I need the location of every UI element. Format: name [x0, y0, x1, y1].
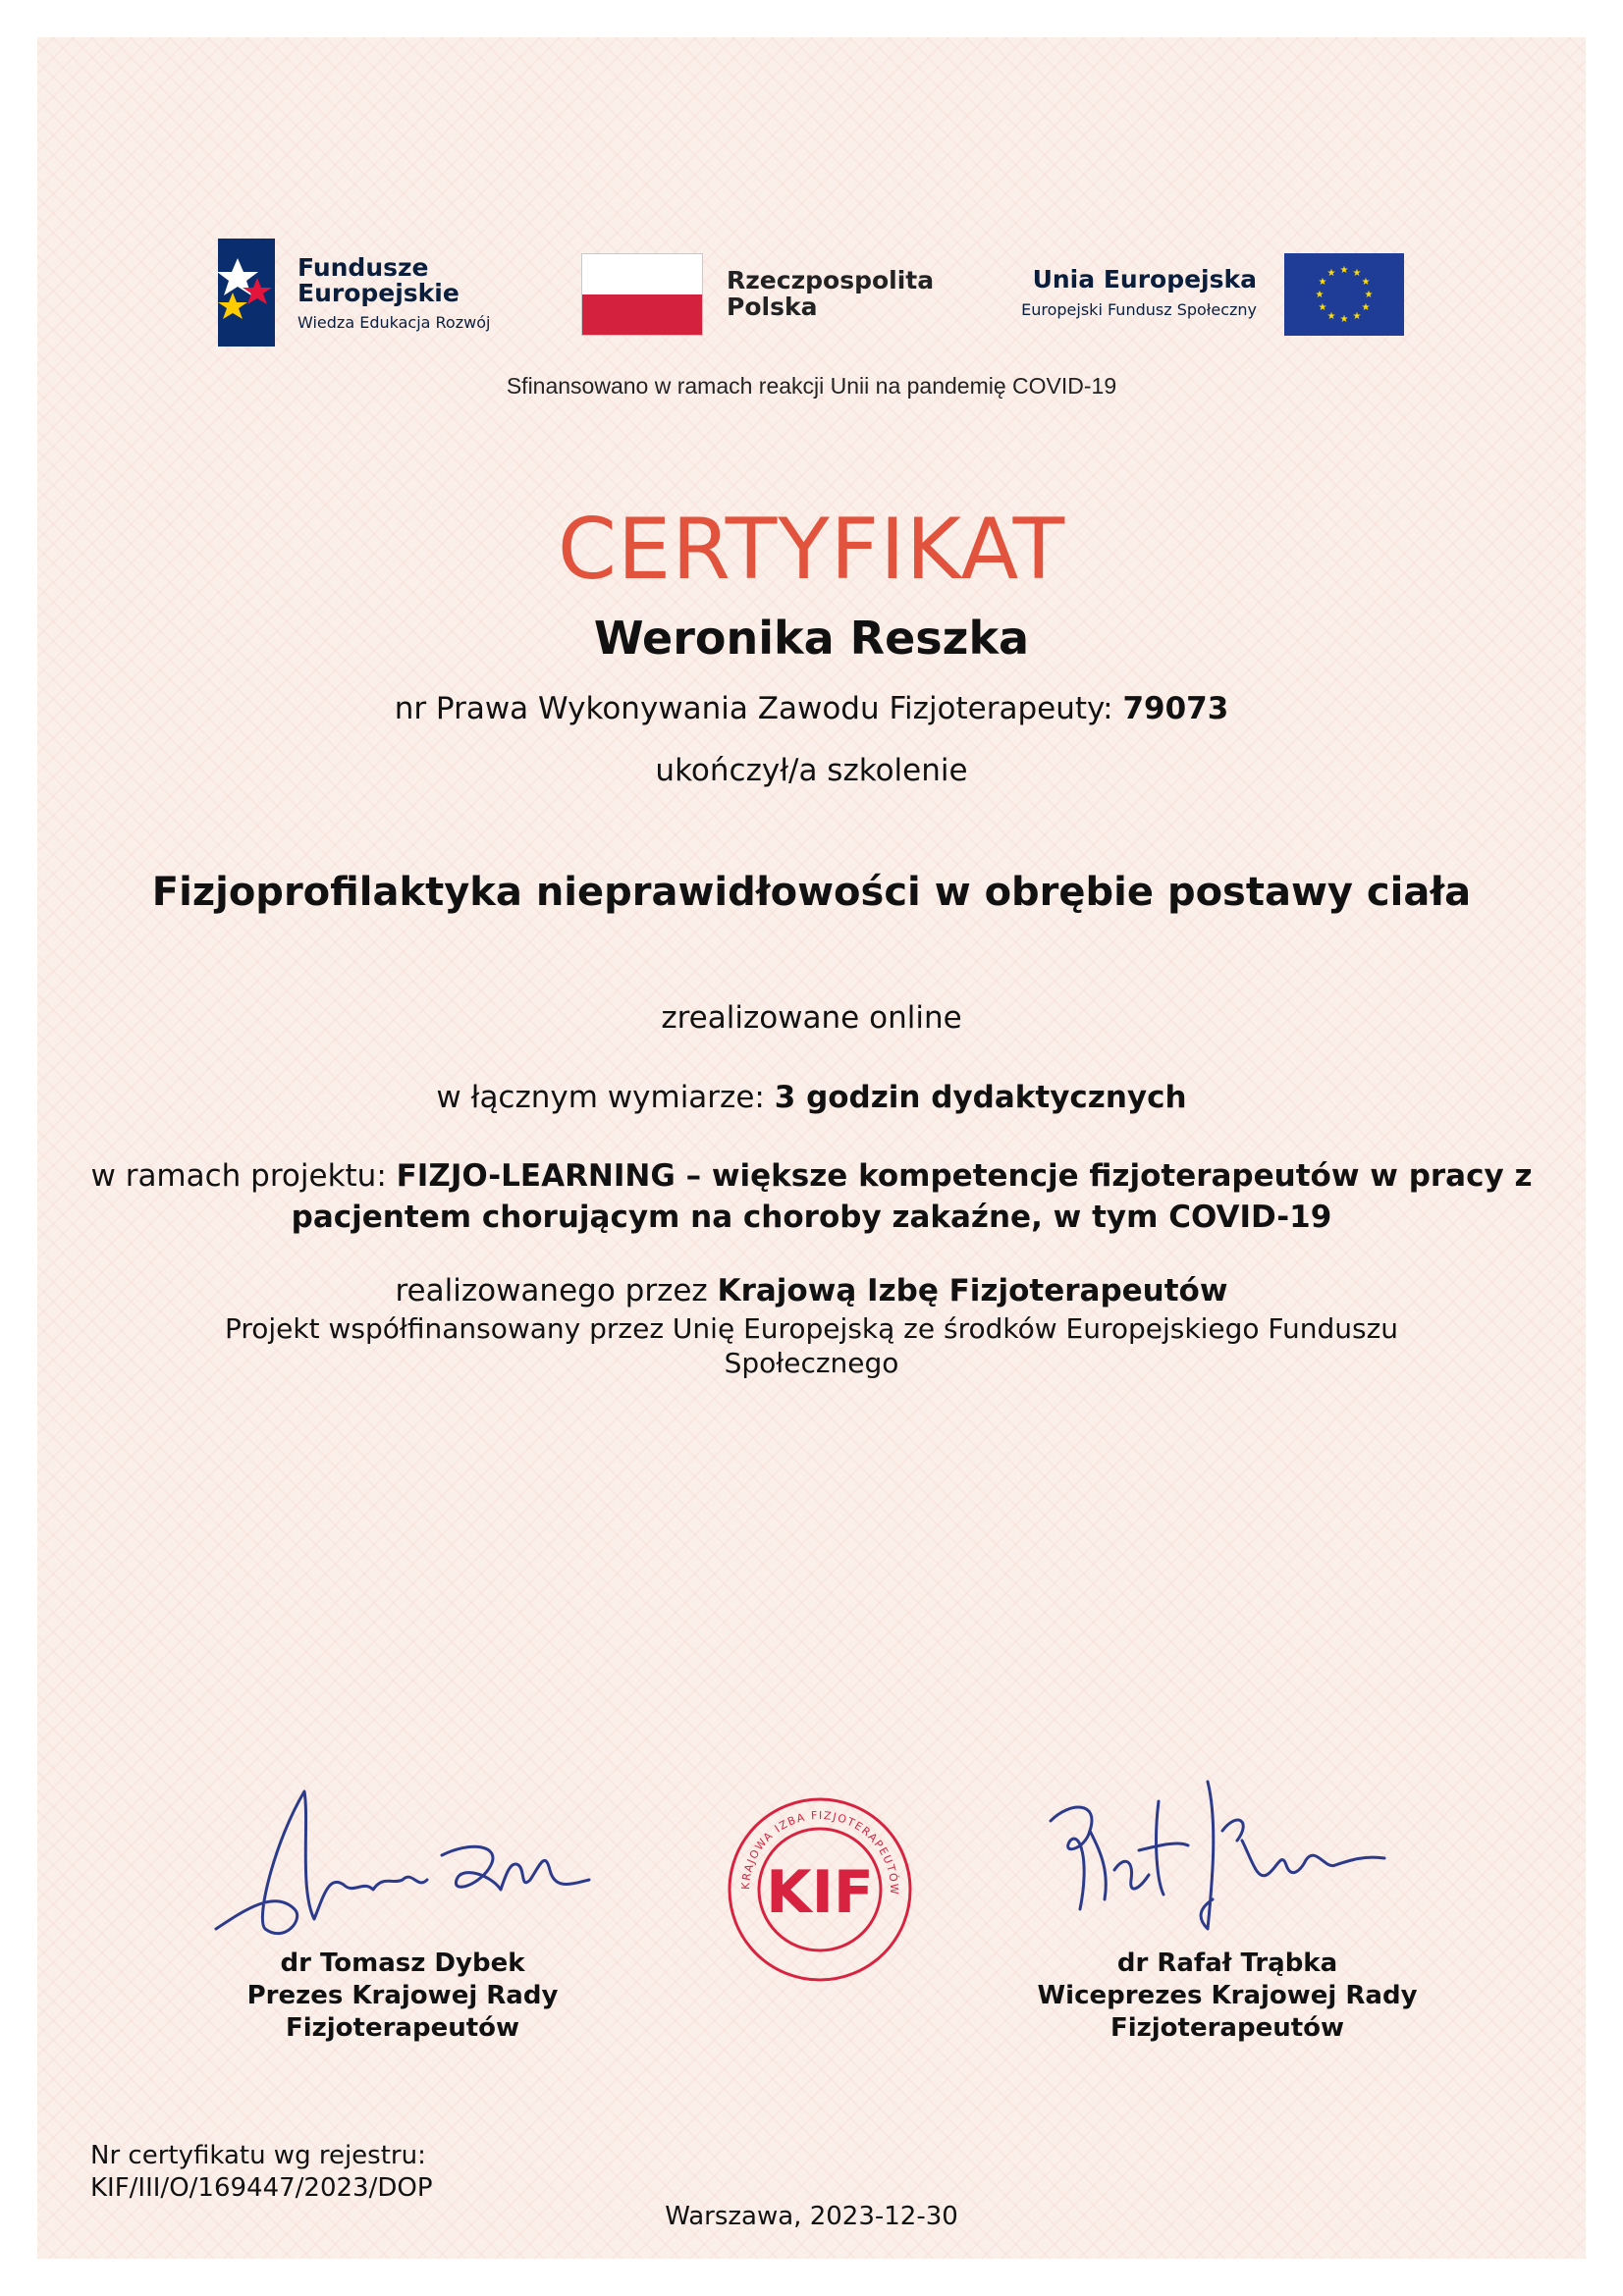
- svg-text:★: ★: [1318, 277, 1327, 288]
- delivery-mode: zrealizowane online: [661, 1000, 962, 1036]
- signatory-right-role1: Wiceprezes Krajowej Rady: [1037, 1981, 1418, 2010]
- signatory-right-role2: Fizjoterapeutów: [1109, 2013, 1345, 2043]
- implementer-label: realizowanego przez: [395, 1273, 718, 1308]
- completed-text: ukończył/a szkolenie: [655, 753, 968, 788]
- place-date: Warszawa, 2023-12-30: [665, 2202, 958, 2231]
- rp-line2: Polska: [727, 293, 818, 321]
- svg-text:★: ★: [1318, 302, 1327, 313]
- project-name: FIZJO-LEARNING – większe kompetencje fizjoterapeutów w pracy z pacjentem chorującym na choroby zakaźne, w tym COVID-19: [291, 1158, 1533, 1235]
- kif-seal: [727, 1796, 913, 1983]
- svg-text:★: ★: [1361, 277, 1371, 288]
- fe-line1: Fundusze: [298, 253, 429, 282]
- signatory-left-name: dr Tomasz Dybek: [280, 1949, 525, 1978]
- project-line: [88, 1155, 1535, 1238]
- svg-text:★: ★: [1326, 311, 1336, 322]
- seal-ring-text: KRAJOWA IZBA FIZJOTERAPEUTÓW: [738, 1808, 901, 1896]
- ue-title: Unia Europejska: [1032, 265, 1257, 294]
- svg-text:★: ★: [1364, 290, 1374, 300]
- certificate-title: CERTYFIKAT: [557, 501, 1066, 599]
- course-title: Fizjoprofilaktyka nieprawidłowości w obrębie postawy ciała: [151, 870, 1472, 915]
- svg-text:★: ★: [1352, 268, 1362, 279]
- signature-left: [206, 1782, 599, 1949]
- project-label: w ramach projektu:: [90, 1158, 397, 1194]
- rzeczpospolita-polska-logo: [581, 253, 935, 337]
- svg-text:★: ★: [1361, 302, 1371, 313]
- signatory-right: [1001, 1948, 1453, 2045]
- duration-line: [37, 1080, 1586, 1115]
- signature-right: [1041, 1762, 1414, 1949]
- fe-line2: Europejskie: [298, 279, 460, 307]
- svg-text:★: ★: [1339, 265, 1349, 276]
- svg-text:★: ★: [1339, 314, 1349, 325]
- svg-text:★: ★: [1326, 268, 1336, 279]
- duration-value: 3 godzin dydaktycznych: [774, 1080, 1187, 1115]
- signatory-left: [206, 1948, 599, 2045]
- recipient-name: Weronika Reszka: [593, 612, 1030, 665]
- implementer-name: Krajową Izbę Fizjoterapeutów: [717, 1273, 1228, 1308]
- eu-flag-icon: [1284, 253, 1404, 336]
- polish-flag-icon: [581, 253, 703, 336]
- implementer-line: [37, 1273, 1586, 1308]
- signatory-left-role1: Prezes Krajowej Rady: [246, 1981, 559, 2010]
- fundusze-europejskie-logo: [218, 239, 513, 347]
- signatory-left-role2: Fizjoterapeutów: [285, 2013, 520, 2043]
- license-label: nr Prawa Wykonywania Zawodu Fizjoterapeuty:: [394, 691, 1123, 726]
- fe-subtitle: Wiedza Edukacja Rozwój: [298, 313, 491, 332]
- svg-text:★: ★: [1315, 290, 1325, 300]
- cofinancing-note: Projekt współfinansowany przez Unię Europejską ze środków Europejskiego Funduszu Społecznego: [224, 1312, 1399, 1379]
- certificate-number-value: KIF/III/O/169447/2023/DOP: [90, 2173, 433, 2203]
- svg-text:★: ★: [1352, 311, 1362, 322]
- signatory-right-name: dr Rafał Trąbka: [1116, 1949, 1338, 1978]
- seal-mark: KIF: [766, 1858, 874, 1927]
- fe-star-icon: [218, 239, 277, 347]
- license-line: [37, 691, 1586, 726]
- license-number: 79073: [1122, 691, 1229, 726]
- duration-label: w łącznym wymiarze:: [436, 1080, 775, 1115]
- unia-europejska-logo: [1001, 253, 1404, 337]
- rp-line1: Rzeczpospolita: [727, 266, 935, 294]
- ue-subtitle: Europejski Fundusz Społeczny: [1021, 300, 1257, 319]
- certificate-number-label: Nr certyfikatu wg rejestru:: [90, 2141, 426, 2170]
- funding-note: Sfinansowano w ramach reakcji Unii na pandemię COVID-19: [506, 373, 1117, 399]
- certificate-number: [90, 2140, 433, 2205]
